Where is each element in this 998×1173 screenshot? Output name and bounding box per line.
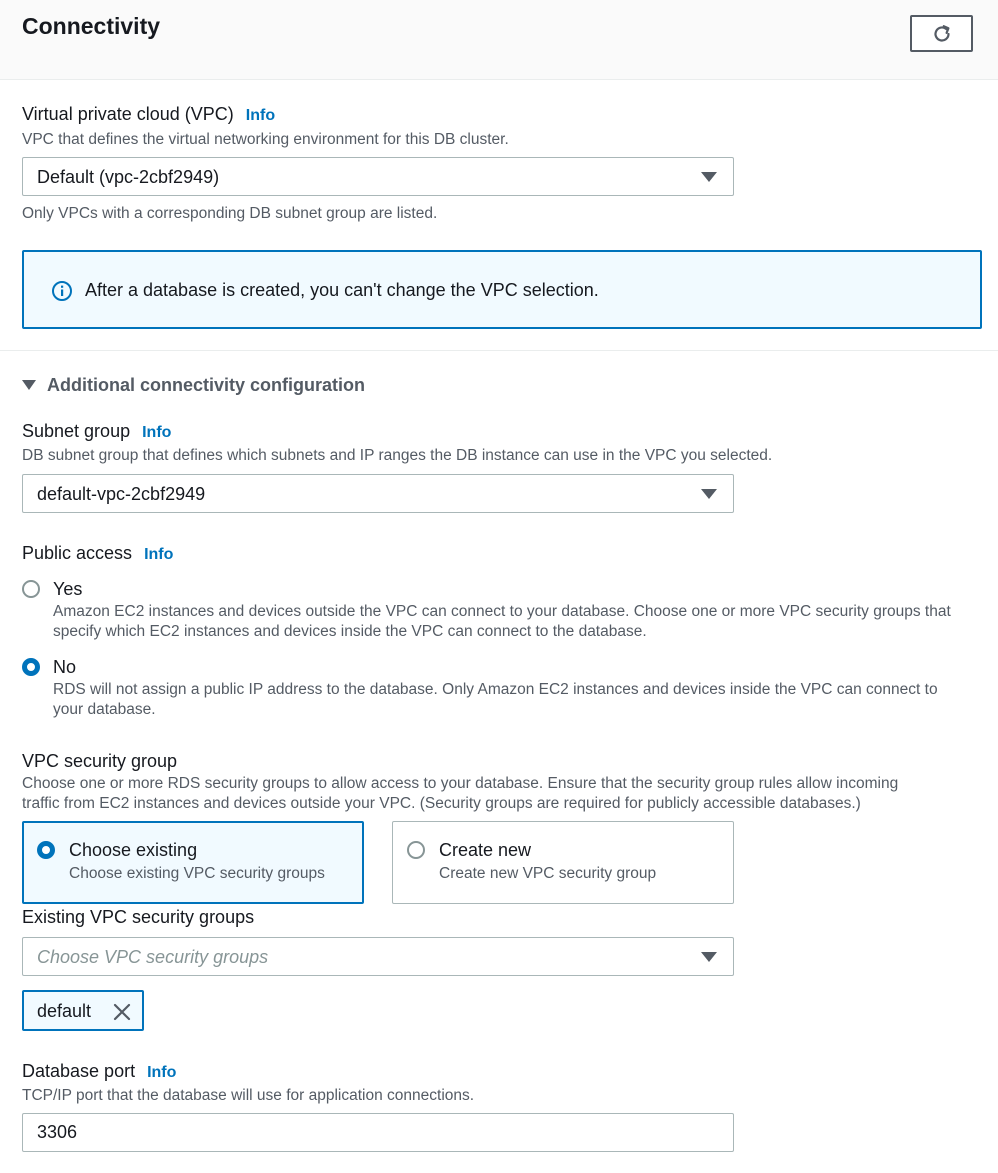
caret-down-icon (701, 952, 717, 962)
caret-down-icon (701, 172, 717, 182)
public-access-label: Public access (22, 543, 133, 563)
subnet-select[interactable] (22, 474, 734, 513)
subnet-info-link[interactable]: Info (142, 424, 172, 441)
refresh-button[interactable] (910, 15, 973, 52)
vpc-label: Virtual private cloud (VPC) (22, 104, 234, 124)
security-group-label: VPC security group (22, 751, 178, 771)
choose-existing-radio[interactable] (37, 841, 55, 859)
caret-down-icon (701, 489, 717, 499)
choose-existing-description: Choose existing VPC security groups (69, 865, 325, 882)
subnet-label-row (22, 421, 171, 442)
public-access-no-radio[interactable] (22, 658, 40, 676)
expand-caret-icon[interactable] (22, 380, 36, 390)
info-circle-icon (51, 280, 73, 302)
alert-text: After a database is created, you can't change the VPC selection. (85, 280, 599, 300)
vpc-info-alert (22, 250, 982, 329)
public-access-yes-radio[interactable] (22, 580, 40, 598)
token-label: default (37, 1001, 92, 1021)
refresh-icon (931, 23, 953, 45)
subnet-label: Subnet group (22, 421, 131, 441)
create-new-label: Create new (439, 840, 532, 860)
security-group-token (22, 990, 144, 1031)
create-new-radio[interactable] (407, 841, 425, 859)
subnet-description: DB subnet group that defines which subnets and IP ranges the DB instance can use in the VPC you selected. (22, 447, 773, 464)
vpc-selected-value: Default (vpc-2cbf2949) (37, 167, 220, 187)
port-input[interactable] (22, 1113, 734, 1152)
public-access-info-link[interactable]: Info (144, 546, 174, 563)
existing-groups-placeholder: Choose VPC security groups (37, 947, 269, 967)
public-access-no-description-1: RDS will not assign a public IP address to the database. Only Amazon EC2 instances and devices inside the VPC can connect to (53, 681, 938, 698)
existing-groups-label: Existing VPC security groups (22, 907, 255, 927)
public-access-no-label[interactable]: No (53, 657, 77, 677)
vpc-hint: Only VPCs with a corresponding DB subnet group are listed. (22, 205, 438, 222)
public-access-yes-description-2: specify which EC2 instances and devices inside the VPC can connect to the database. (53, 623, 647, 640)
public-access-yes-description-1: Amazon EC2 instances and devices outside the VPC can connect to your database. Choose one or more VPC security groups that (53, 603, 951, 620)
public-access-no-description-2: your database. (53, 701, 156, 718)
subnet-selected-value: default-vpc-2cbf2949 (37, 484, 206, 504)
public-access-label-row (22, 543, 173, 564)
port-label: Database port (22, 1061, 136, 1081)
port-info-link[interactable]: Info (147, 1064, 177, 1081)
vpc-info-link[interactable]: Info (245, 107, 276, 124)
additional-config-toggle[interactable]: Additional connectivity configuration (47, 375, 366, 395)
vpc-label-row (22, 104, 275, 125)
vpc-select[interactable] (22, 157, 734, 196)
existing-groups-select[interactable] (22, 937, 734, 976)
create-new-description: Create new VPC security group (439, 865, 657, 882)
close-icon[interactable] (113, 1003, 131, 1021)
choose-existing-label: Choose existing (69, 840, 198, 860)
choose-existing-tile[interactable] (22, 821, 364, 904)
section-title: Connectivity (22, 13, 161, 39)
port-description: TCP/IP port that the database will use for application connections. (22, 1087, 475, 1104)
public-access-yes-label[interactable]: Yes (53, 579, 83, 599)
section-divider (0, 350, 998, 351)
security-group-description-2: traffic from EC2 instances and devices outside your VPC. (Security groups are required for publicly accessible databases.) (22, 795, 861, 812)
vpc-description: VPC that defines the virtual networking environment for this DB cluster. (22, 131, 509, 148)
create-new-tile[interactable] (392, 821, 734, 904)
section-header (0, 0, 998, 80)
port-label-row (22, 1061, 176, 1082)
security-group-description-1: Choose one or more RDS security groups to allow access to your database. Ensure that the security group rules allow incoming (22, 775, 899, 792)
